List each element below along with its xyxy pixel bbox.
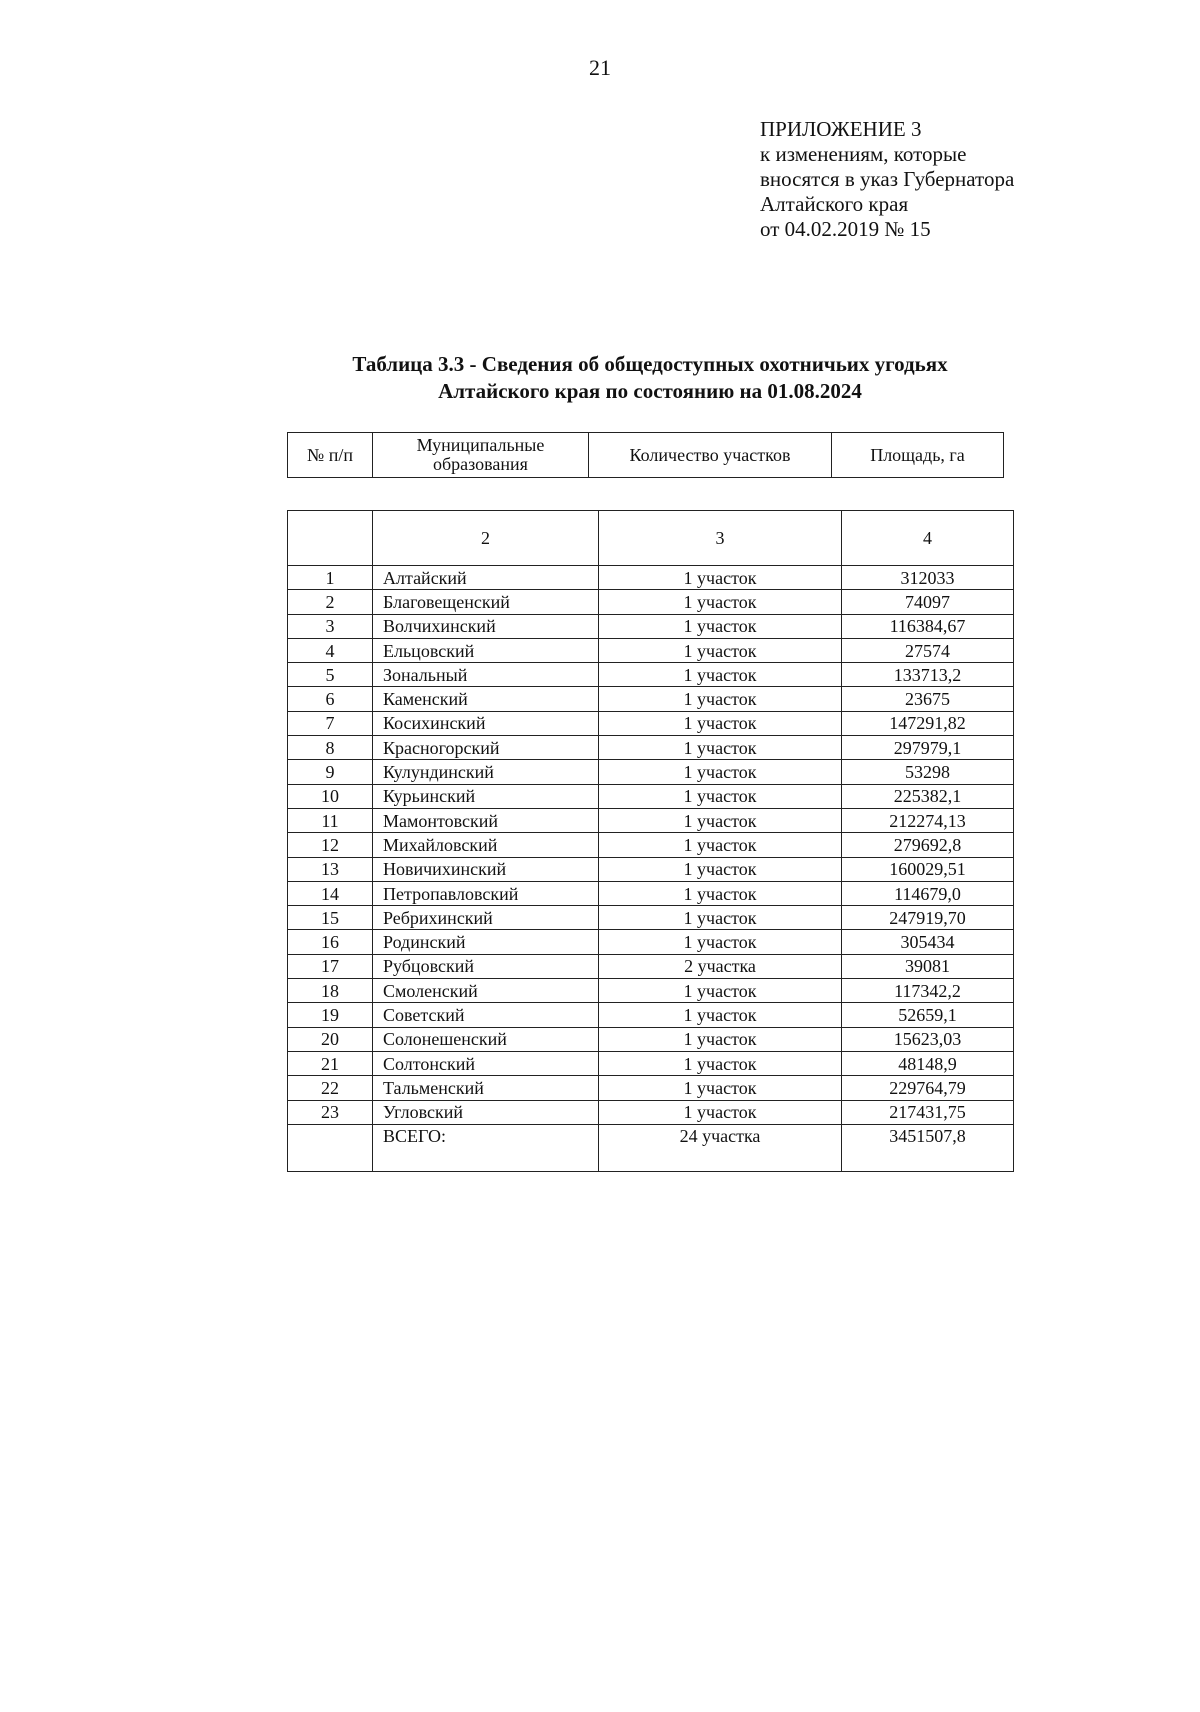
table-row — [288, 638, 1014, 662]
municipality-name: Ребрихинский — [373, 906, 599, 930]
table-row — [288, 1051, 1014, 1075]
plots-count: 1 участок — [599, 1027, 842, 1051]
municipality-name: Михайловский — [373, 833, 599, 857]
table-row — [288, 833, 1014, 857]
municipality-name: Новичихинский — [373, 857, 599, 881]
table-row — [288, 857, 1014, 881]
table-row — [288, 784, 1014, 808]
plots-count: 1 участок — [599, 1051, 842, 1075]
total-row — [288, 1124, 1014, 1171]
row-number: 22 — [288, 1076, 373, 1100]
table-row — [288, 1003, 1014, 1027]
row-number: 6 — [288, 687, 373, 711]
area-value: 116384,67 — [842, 614, 1014, 638]
plots-count: 1 участок — [599, 881, 842, 905]
row-number: 18 — [288, 979, 373, 1003]
row-number: 23 — [288, 1100, 373, 1124]
table-row — [288, 711, 1014, 735]
plots-count: 1 участок — [599, 930, 842, 954]
area-value: 212274,13 — [842, 808, 1014, 832]
appendix-line: от 04.02.2019 № 15 — [760, 217, 931, 241]
header-municipality: Муниципальные образования — [373, 433, 589, 478]
area-value: 217431,75 — [842, 1100, 1014, 1124]
area-value: 15623,03 — [842, 1027, 1014, 1051]
area-value: 312033 — [842, 566, 1014, 590]
municipality-name: Солонешенский — [373, 1027, 599, 1051]
municipality-name: Каменский — [373, 687, 599, 711]
municipality-name: Алтайский — [373, 566, 599, 590]
municipality-name: Петропавловский — [373, 881, 599, 905]
table-row — [288, 590, 1014, 614]
municipality-name: Солтонский — [373, 1051, 599, 1075]
row-number: 12 — [288, 833, 373, 857]
municipality-name: Советский — [373, 1003, 599, 1027]
table-title — [270, 351, 1030, 405]
plots-count: 1 участок — [599, 979, 842, 1003]
area-value: 48148,9 — [842, 1051, 1014, 1075]
header-area: Площадь, га — [832, 433, 1004, 478]
municipality-name: Косихинский — [373, 711, 599, 735]
total-number — [288, 1124, 373, 1171]
row-number: 8 — [288, 736, 373, 760]
area-value: 117342,2 — [842, 979, 1014, 1003]
table-header — [287, 432, 1004, 478]
table-row — [288, 566, 1014, 590]
municipality-name: Тальменский — [373, 1076, 599, 1100]
header-number: № п/п — [288, 433, 373, 478]
area-value: 114679,0 — [842, 881, 1014, 905]
area-value: 229764,79 — [842, 1076, 1014, 1100]
column-number: 4 — [842, 511, 1014, 566]
area-value: 297979,1 — [842, 736, 1014, 760]
total-area: 3451507,8 — [842, 1124, 1014, 1171]
area-value: 147291,82 — [842, 711, 1014, 735]
area-value: 133713,2 — [842, 663, 1014, 687]
table-row — [288, 1076, 1014, 1100]
plots-count: 1 участок — [599, 760, 842, 784]
municipality-name: Смоленский — [373, 979, 599, 1003]
municipality-name: Благовещенский — [373, 590, 599, 614]
plots-count: 1 участок — [599, 784, 842, 808]
table-row — [288, 760, 1014, 784]
plots-count: 1 участок — [599, 857, 842, 881]
header-plots-count: Количество участков — [589, 433, 832, 478]
appendix-line: Алтайского края — [760, 192, 909, 216]
row-number: 11 — [288, 808, 373, 832]
plots-count: 1 участок — [599, 663, 842, 687]
table-title-line-1: Таблица 3.3 - Сведения об общедоступных охотничьих угодьях — [352, 352, 948, 376]
plots-count: 1 участок — [599, 1100, 842, 1124]
plots-count: 1 участок — [599, 638, 842, 662]
total-label: ВСЕГО: — [373, 1124, 599, 1171]
area-value: 247919,70 — [842, 906, 1014, 930]
municipality-name: Зональный — [373, 663, 599, 687]
area-value: 39081 — [842, 954, 1014, 978]
table-row — [288, 979, 1014, 1003]
row-number: 2 — [288, 590, 373, 614]
table-row — [288, 687, 1014, 711]
plots-count: 1 участок — [599, 566, 842, 590]
row-number: 1 — [288, 566, 373, 590]
row-number: 17 — [288, 954, 373, 978]
row-number: 3 — [288, 614, 373, 638]
row-number: 16 — [288, 930, 373, 954]
row-number: 13 — [288, 857, 373, 881]
row-number: 14 — [288, 881, 373, 905]
municipality-name: Рубцовский — [373, 954, 599, 978]
plots-count: 1 участок — [599, 687, 842, 711]
plots-count: 1 участок — [599, 711, 842, 735]
data-table — [287, 510, 1014, 1172]
area-value: 279692,8 — [842, 833, 1014, 857]
plots-count: 1 участок — [599, 736, 842, 760]
table-row — [288, 736, 1014, 760]
table-row — [288, 906, 1014, 930]
plots-count: 1 участок — [599, 590, 842, 614]
plots-count: 1 участок — [599, 808, 842, 832]
row-number: 5 — [288, 663, 373, 687]
row-number: 9 — [288, 760, 373, 784]
area-value: 27574 — [842, 638, 1014, 662]
total-plots-count: 24 участка — [599, 1124, 842, 1171]
appendix-line: ПРИЛОЖЕНИЕ 3 — [760, 117, 922, 141]
row-number: 7 — [288, 711, 373, 735]
plots-count: 1 участок — [599, 833, 842, 857]
row-number: 20 — [288, 1027, 373, 1051]
appendix-block — [760, 117, 1014, 242]
municipality-name: Волчихинский — [373, 614, 599, 638]
plots-count: 1 участок — [599, 1076, 842, 1100]
plots-count: 2 участка — [599, 954, 842, 978]
area-value: 305434 — [842, 930, 1014, 954]
column-number — [288, 511, 373, 566]
row-number: 4 — [288, 638, 373, 662]
column-numbers-row — [288, 511, 1014, 566]
appendix-line: к изменениям, которые — [760, 142, 967, 166]
area-value: 74097 — [842, 590, 1014, 614]
area-value: 53298 — [842, 760, 1014, 784]
municipality-name: Родинский — [373, 930, 599, 954]
municipality-name: Ельцовский — [373, 638, 599, 662]
table-row — [288, 1027, 1014, 1051]
plots-count: 1 участок — [599, 1003, 842, 1027]
table-row — [288, 1100, 1014, 1124]
table-row — [288, 663, 1014, 687]
municipality-name: Угловский — [373, 1100, 599, 1124]
table-row — [288, 930, 1014, 954]
column-number: 2 — [373, 511, 599, 566]
row-number: 10 — [288, 784, 373, 808]
row-number: 15 — [288, 906, 373, 930]
area-value: 225382,1 — [842, 784, 1014, 808]
municipality-name: Мамонтовский — [373, 808, 599, 832]
table-row — [288, 954, 1014, 978]
area-value: 160029,51 — [842, 857, 1014, 881]
municipality-name: Кулундинский — [373, 760, 599, 784]
appendix-line: вносятся в указ Губернатора — [760, 167, 1015, 191]
plots-count: 1 участок — [599, 906, 842, 930]
column-number: 3 — [599, 511, 842, 566]
table-row — [288, 881, 1014, 905]
table-row — [288, 614, 1014, 638]
area-value: 23675 — [842, 687, 1014, 711]
municipality-name: Курьинский — [373, 784, 599, 808]
table-title-line-2: Алтайского края по состоянию на 01.08.2024 — [438, 379, 862, 403]
plots-count: 1 участок — [599, 614, 842, 638]
area-value: 52659,1 — [842, 1003, 1014, 1027]
row-number: 19 — [288, 1003, 373, 1027]
municipality-name: Красногорский — [373, 736, 599, 760]
row-number: 21 — [288, 1051, 373, 1075]
page-number: 21 — [589, 55, 611, 80]
table-row — [288, 808, 1014, 832]
